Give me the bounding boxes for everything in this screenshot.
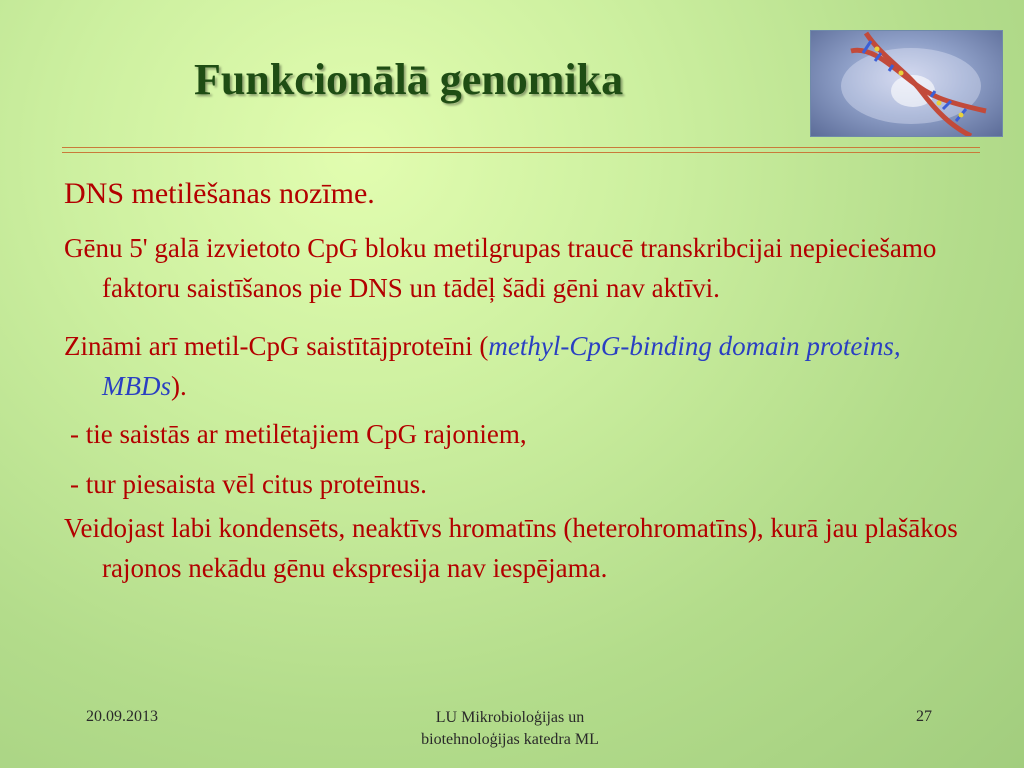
mbd-english-term: methyl-CpG-binding domain proteins, MBDs [102,331,901,401]
paragraph-gene-methylation: Gēnu 5' galā izvietoto CpG bloku metilgrupas traucē transkribcijai nepieciešamo faktoru saistīšanos pie DNS un tādēļ šādi gēni nav aktīvi. [64,233,937,303]
bullet-recruit-proteins: - tur piesaista vēl citus proteīnus. [70,469,427,499]
slide-body [64,176,974,588]
footer-department-line2: biotehnoloģijas katedra ML [421,731,599,748]
mbd-prefix-text: Zināmi arī metil-CpG saistītājproteīni ( [64,331,489,361]
slide-title: Funkcionālā genomika [194,55,624,104]
mbd-suffix-text: ). [171,371,187,401]
paragraph-heterochromatin: Veidojast labi kondensēts, neaktīvs hromatīns (heterohromatīns), kurā jau plašākos rajonos nekādu gēnu ekspresija nav iespējama. [64,513,958,583]
dna-helix-image [810,30,1003,137]
footer-date: 20.09.2013 [86,708,158,725]
bullet-bind-methylated: - tie saistās ar metilētajiem CpG rajoniem, [70,419,527,449]
divider-top [62,147,980,148]
footer-department [380,707,640,751]
section-heading: DNS metilēšanas nozīme. [64,177,375,210]
footer-page-number: 27 [916,708,932,725]
paragraph-mbd-proteins [64,326,974,406]
divider-bottom [62,152,980,153]
footer-department-line1: LU Mikrobioloģijas un [435,709,585,726]
